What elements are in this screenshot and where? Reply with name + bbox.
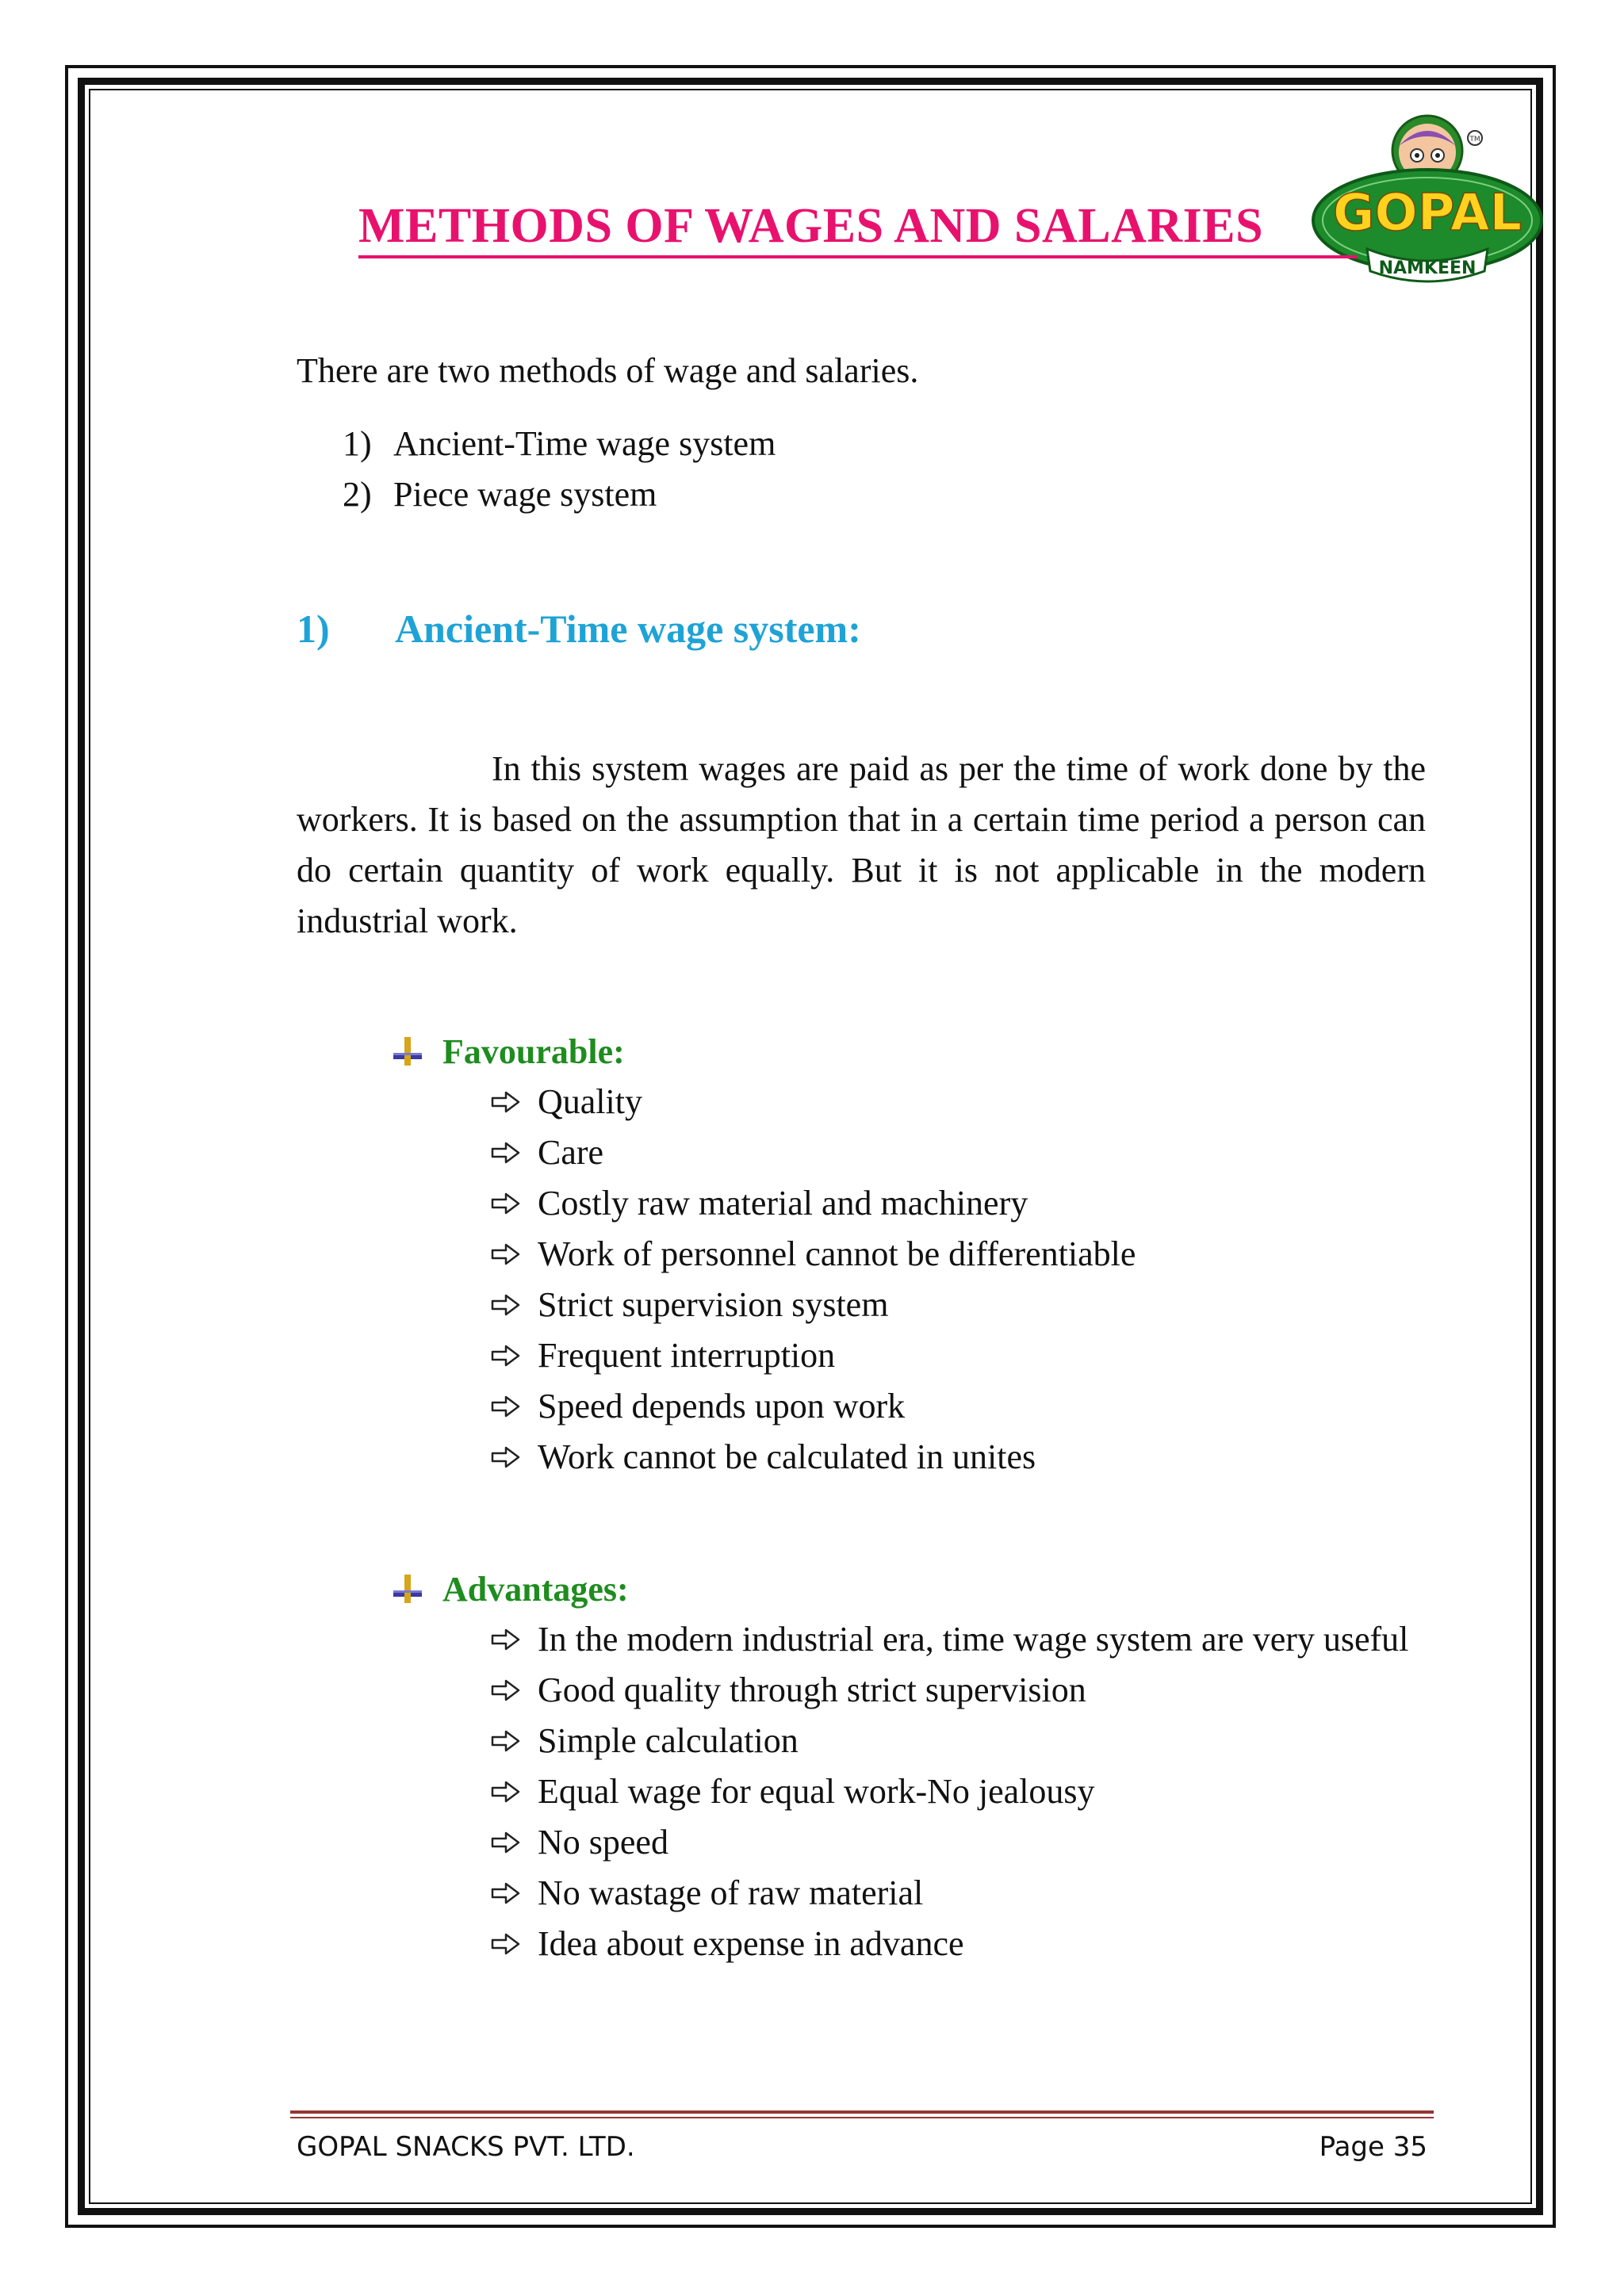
footer-company: GOPAL SNACKS PVT. LTD.: [297, 2131, 635, 2163]
advantages-list: [392, 1614, 1426, 1969]
arrow-right-icon: [490, 1678, 522, 1703]
logo-sub: NAMKEEN: [1378, 258, 1477, 278]
arrow-right-icon: [490, 1779, 522, 1804]
arrow-right-icon: [490, 1089, 522, 1115]
arrow-right-icon: [490, 1931, 522, 1957]
arrow-right-icon: [490, 1728, 522, 1754]
list-item: Frequent interruption: [490, 1330, 1426, 1381]
section-heading: 1) Ancient-Time wage system:: [297, 607, 861, 651]
advantages-group: [392, 1563, 1426, 1969]
arrow-right-icon: [490, 1140, 522, 1165]
list-item: No speed: [490, 1817, 1426, 1868]
list-item: No wastage of raw material: [490, 1868, 1426, 1919]
page-title: METHODS OF WAGES AND SALARIES: [358, 199, 1264, 253]
arrow-right-icon: [490, 1627, 522, 1652]
list-item: Strict supervision system: [490, 1280, 1426, 1330]
list-item: Simple calculation: [490, 1716, 1426, 1766]
list-item: Quality: [490, 1077, 1426, 1127]
arrow-right-icon: [490, 1191, 522, 1216]
arrow-right-icon: [490, 1394, 522, 1419]
footer-rule: [290, 2110, 1434, 2114]
methods-list: [343, 419, 776, 520]
logo-tm: TM: [1469, 136, 1480, 144]
list-item: Good quality through strict supervision: [490, 1665, 1426, 1716]
arrow-right-icon: [490, 1830, 522, 1855]
logo-brand: GOPAL: [1332, 184, 1522, 243]
list-item: 1) Ancient-Time wage system: [343, 424, 776, 463]
arrow-right-icon: [490, 1881, 522, 1906]
list-item: Work of personnel cannot be differentiable: [490, 1229, 1426, 1280]
arrow-right-icon: [490, 1242, 522, 1267]
list-item: In the modern industrial era, time wage system are very useful: [490, 1614, 1426, 1665]
list-item: Idea about expense in advance: [490, 1919, 1426, 1969]
list-item: Equal wage for equal work-No jealousy: [490, 1766, 1426, 1817]
advantages-title: Advantages:: [392, 1563, 1426, 1614]
plus-bullet-icon: [392, 1573, 423, 1605]
arrow-right-icon: [490, 1445, 522, 1470]
favourable-title: Favourable:: [392, 1026, 1426, 1077]
favourable-list: [392, 1077, 1426, 1483]
arrow-right-icon: [490, 1292, 522, 1318]
list-item: Work cannot be calculated in unites: [490, 1432, 1426, 1483]
list-item: Care: [490, 1127, 1426, 1178]
title-underline: [358, 255, 1358, 258]
favourable-group: [392, 1026, 1426, 1483]
intro-text: There are two methods of wage and salaries.: [297, 351, 919, 390]
footer-page-number: Page 35: [1319, 2131, 1427, 2163]
list-item: Costly raw material and machinery: [490, 1178, 1426, 1229]
footer-rule-thin: [290, 2117, 1434, 2118]
arrow-right-icon: [490, 1343, 522, 1368]
section-paragraph: In this system wages are paid as per the time of work done by the workers. It is based on the assumption that in a certain time period a person can do certain quantity of work equally. But it is not applicable in the modern industrial work.: [297, 749, 1426, 940]
list-item: 2) Piece wage system: [343, 475, 657, 514]
list-item: Speed depends upon work: [490, 1381, 1426, 1432]
plus-bullet-icon: [392, 1035, 423, 1067]
